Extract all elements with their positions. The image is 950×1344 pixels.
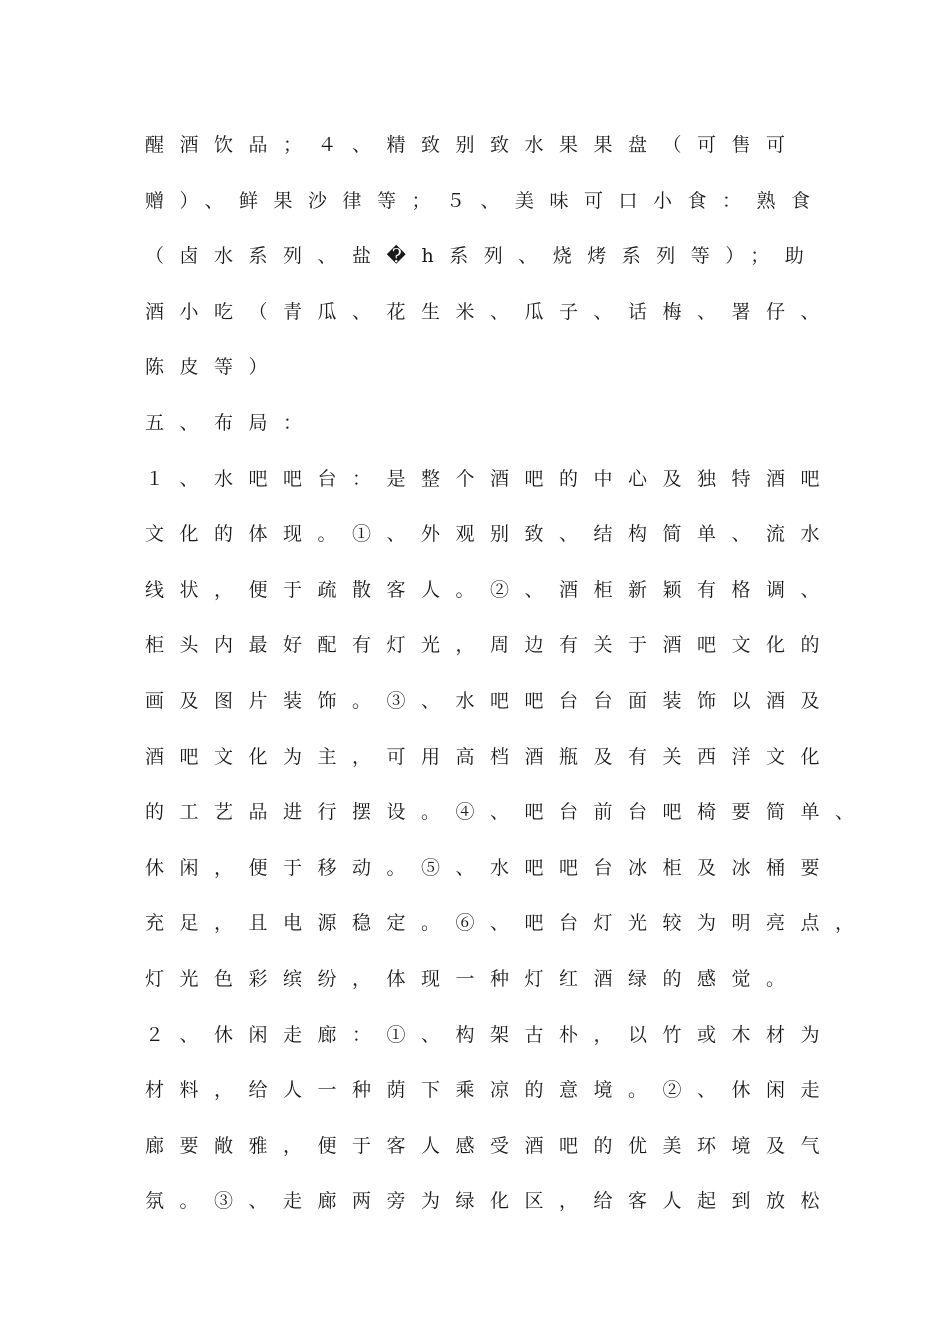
text-line: 醒酒饮品；４、精致别致水果果盘（可售可 [145, 134, 801, 156]
text-line: 材料，给人一种荫下乘凉的意境。②、休闲走 [145, 1079, 836, 1101]
text-line: 画及图片装饰。③、水吧吧台台面装饰以酒及 [145, 690, 836, 712]
text-line: 柜头内最好配有灯光，周边有关于酒吧文化的 [145, 634, 836, 656]
text-line: 氛。③、走廊两旁为绿化区，给客人起到放松 [145, 1190, 836, 1212]
text-line: （卤水系列、盐�h系列、烧烤系列等）；助 [145, 245, 820, 267]
text-line: 酒吧文化为主，可用高档酒瓶及有关西洋文化 [145, 746, 836, 768]
text-line: 休闲，便于移动。⑤、水吧吧台冰柜及冰桶要 [145, 857, 836, 879]
text-line: 廊要敞雅，便于客人感受酒吧的优美环境及气 [145, 1135, 836, 1157]
text-line: 灯光色彩缤纷，体现一种灯红酒绿的感觉。 [145, 968, 801, 990]
text-line: 酒小吃（青瓜、花生米、瓜子、话梅、署仔、 [145, 301, 836, 323]
text-line: 线状，便于疏散客人。②、酒柜新颖有格调、 [145, 579, 836, 601]
text-line: 赠）、鲜果沙律等；５、美味可口小食：熟食 [145, 190, 826, 212]
text-line: １、水吧吧台：是整个酒吧的中心及独特酒吧 [145, 468, 836, 490]
text-line: 文化的体现。①、外观别致、结构简单、流水 [145, 523, 836, 545]
text-line: 陈皮等） [145, 356, 284, 378]
text-line: ２、休闲走廊：①、构架古朴，以竹或木材为 [145, 1024, 836, 1046]
text-line: 的工艺品进行摆设。④、吧台前台吧椅要简单、 [145, 801, 870, 823]
text-line: 充足，且电源稳定。⑥、吧台灯光较为明亮点， [145, 912, 870, 934]
section-heading: 五、布局： [145, 412, 318, 434]
